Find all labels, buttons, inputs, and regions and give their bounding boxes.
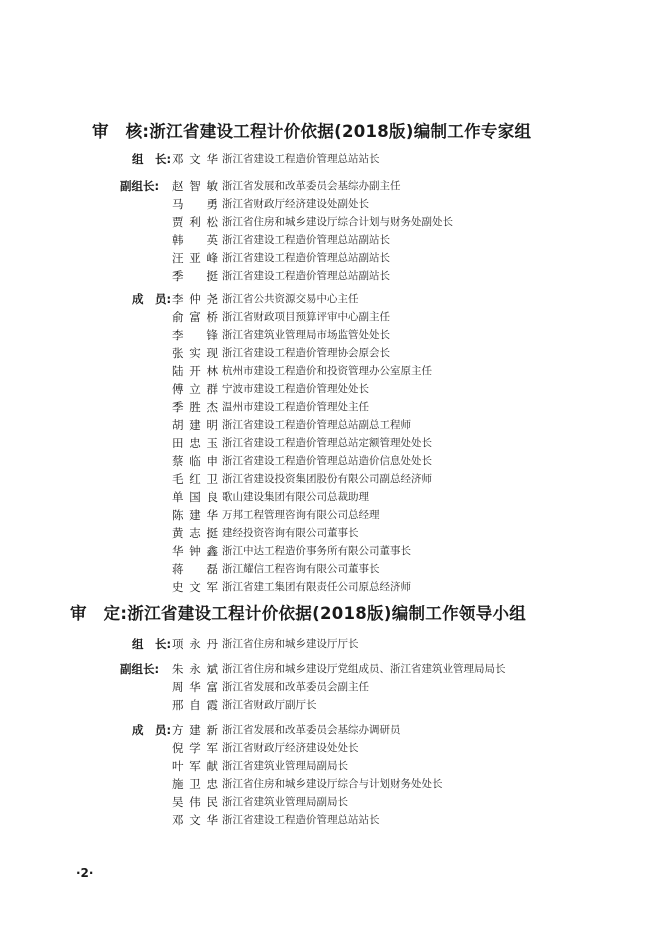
member-name: 施卫忠	[172, 777, 218, 791]
member-name: 单国良	[172, 490, 218, 504]
member-title: 浙江中达工程造价事务所有限公司董事长	[222, 545, 411, 557]
member-name: 朱永斌	[172, 662, 218, 676]
member-name: 俞富桥	[172, 310, 218, 324]
member-title: 浙江省建设工程造价管理总站副总工程师	[222, 419, 411, 431]
member-name: 吴伟民	[172, 795, 218, 809]
member-title: 浙江省公共资源交易中心主任	[222, 293, 359, 305]
member-name: 傅立群	[172, 382, 218, 396]
member-title: 万邦工程管理咨询有限公司总经理	[222, 509, 380, 521]
member-name: 邢自霞	[172, 698, 218, 712]
member-title: 浙江省建设工程造价管理总站站长	[222, 153, 380, 165]
role-label: 成 员:	[132, 292, 172, 306]
role-label: 成 员:	[132, 723, 172, 737]
member-name: 史文军	[172, 580, 218, 594]
member-name: 邓文华	[172, 813, 218, 827]
member-title: 浙江耀信工程咨询有限公司董事长	[222, 563, 380, 575]
member-name: 黄志挺	[172, 526, 218, 540]
member-title: 宁波市建设工程造价管理处处长	[222, 383, 369, 395]
member-name: 陈建华	[172, 508, 218, 522]
member-name: 蔡临申	[172, 454, 218, 468]
member-name: 赵智敏	[172, 179, 218, 193]
role-label: 副组长:	[120, 179, 160, 193]
member-name: 贾利松	[172, 215, 218, 229]
member-name: 陆开林	[172, 364, 218, 378]
member-title: 杭州市建设工程造价和投资管理办公室原主任	[222, 365, 432, 377]
member-title: 建经投资咨询有限公司董事长	[222, 527, 359, 539]
member-title: 浙江省住房和城乡建设厅厅长	[222, 638, 359, 650]
page-number: ·2·	[76, 866, 94, 880]
member-name: 毛红卫	[172, 472, 218, 486]
member-title: 浙江省住房和城乡建设厅综合与计划财务处处长	[222, 778, 443, 790]
member-name: 张实现	[172, 346, 218, 360]
member-name: 季 挺	[172, 269, 218, 283]
member-name: 田忠玉	[172, 436, 218, 450]
member-name: 邓文华	[172, 152, 218, 166]
member-title: 温州市建设工程造价管理处主任	[222, 401, 369, 413]
member-title: 浙江省财政项目预算评审中心副主任	[222, 311, 390, 323]
member-title: 歌山建设集团有限公司总裁助理	[222, 491, 369, 503]
member-title: 浙江省建设工程造价管理总站副站长	[222, 270, 390, 282]
member-name: 倪学军	[172, 741, 218, 755]
member-name: 方建新	[172, 723, 218, 737]
member-title: 浙江省财政厅经济建设处处长	[222, 742, 359, 754]
member-name: 季胜杰	[172, 400, 218, 414]
member-title: 浙江省建设工程造价管理总站副站长	[222, 234, 390, 246]
member-name: 马 勇	[172, 197, 218, 211]
member-name: 汪亚峰	[172, 251, 218, 265]
member-title: 浙江省发展和改革委员会基综办调研员	[222, 724, 401, 736]
member-title: 浙江省发展和改革委员会基综办副主任	[222, 180, 401, 192]
member-title: 浙江省建设工程造价管理总站造价信息处处长	[222, 455, 432, 467]
member-name: 李仲尧	[172, 292, 218, 306]
member-name: 李 锋	[172, 328, 218, 342]
member-title: 浙江省建设工程造价管理总站定额管理处处长	[222, 437, 432, 449]
member-title: 浙江省建设工程造价管理总站站长	[222, 814, 380, 826]
section-title-approval: 审 定:浙江省建设工程计价依据(2018版)编制工作领导小组	[70, 604, 527, 623]
member-title: 浙江省发展和改革委员会副主任	[222, 681, 369, 693]
member-title: 浙江省建设工程造价管理总站副站长	[222, 252, 390, 264]
role-label: 副组长:	[120, 662, 160, 676]
section-title-review: 审 核:浙江省建设工程计价依据(2018版)编制工作专家组	[92, 122, 532, 141]
member-title: 浙江省建设投资集团股份有限公司副总经济师	[222, 473, 432, 485]
member-title: 浙江省财政厅副厅长	[222, 699, 317, 711]
member-name: 华钟鑫	[172, 544, 218, 558]
member-title: 浙江省建筑业管理局副局长	[222, 760, 348, 772]
member-title: 浙江省建筑业管理局副局长	[222, 796, 348, 808]
member-name: 韩 英	[172, 233, 218, 247]
member-title: 浙江省住房和城乡建设厅党组成员、浙江省建筑业管理局局长	[222, 663, 506, 675]
role-label: 组 长:	[132, 637, 172, 651]
role-label: 组 长:	[132, 152, 172, 166]
member-name: 叶军献	[172, 759, 218, 773]
member-title: 浙江省建工集团有限责任公司原总经济师	[222, 581, 411, 593]
member-name: 蒋 磊	[172, 562, 218, 576]
member-name: 项永丹	[172, 637, 218, 651]
member-name: 胡建明	[172, 418, 218, 432]
member-title: 浙江省建设工程造价管理协会原会长	[222, 347, 390, 359]
member-title: 浙江省财政厅经济建设处副处长	[222, 198, 369, 210]
member-title: 浙江省建筑业管理局市场监管处处长	[222, 329, 390, 341]
member-name: 周华富	[172, 680, 218, 694]
member-title: 浙江省住房和城乡建设厅综合计划与财务处副处长	[222, 216, 453, 228]
